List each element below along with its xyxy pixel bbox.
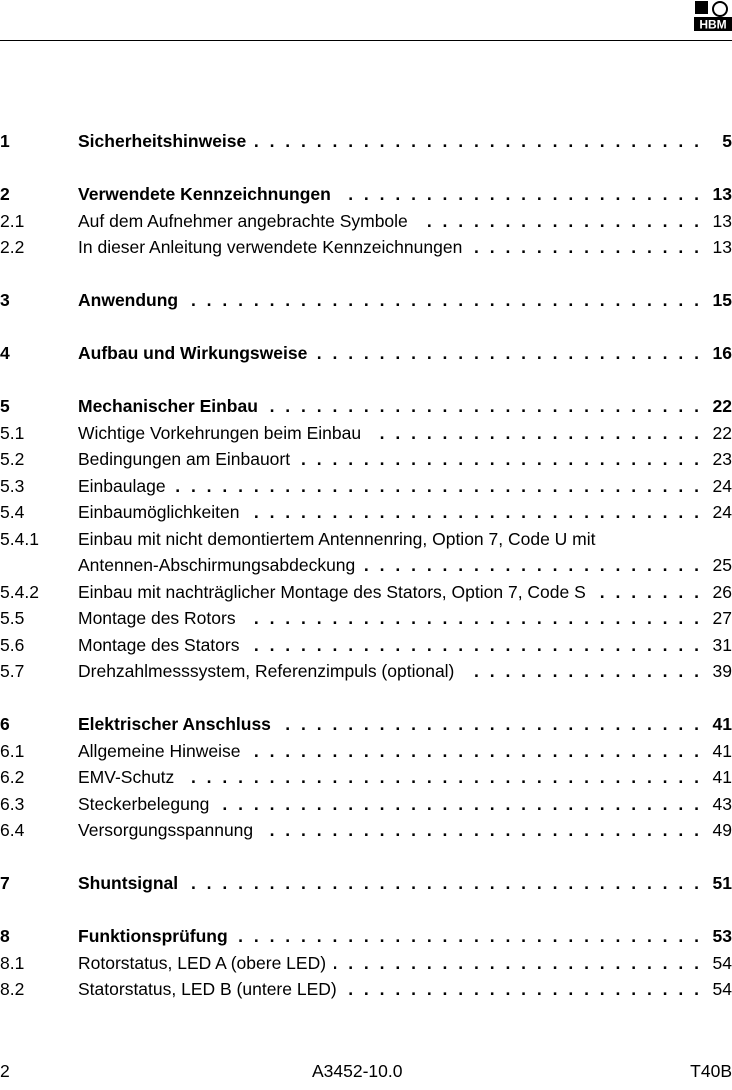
toc-entry-number: 6.2 xyxy=(0,767,25,787)
toc-section-entry[interactable] xyxy=(0,582,732,609)
toc-entry-page: 23 xyxy=(712,449,732,469)
toc-entry-page: 27 xyxy=(712,608,732,628)
toc-entry-title: Einbau mit nachträglicher Montage des Stators, Option 7, Code S xyxy=(78,581,586,602)
toc-chapter-entry[interactable] xyxy=(0,396,732,423)
toc-dot-leader xyxy=(236,926,702,947)
toc-section-entry[interactable] xyxy=(0,608,732,635)
toc-dot-leader xyxy=(254,131,702,152)
toc-dot-leader xyxy=(247,635,702,656)
toc-entry-title: Wichtige Vorkehrungen beim Einbau xyxy=(78,422,362,443)
toc-entry-number: 5.4.2 xyxy=(0,581,39,602)
hbm-logo xyxy=(694,0,732,32)
toc-section-entry[interactable] xyxy=(0,237,732,264)
footer-page-number: 2 xyxy=(0,1061,10,1081)
toc-chapter-entry[interactable] xyxy=(0,343,732,370)
toc-dot-leader xyxy=(470,237,702,258)
toc-entry-number: 5.4.1 xyxy=(0,528,39,549)
toc-entry-title: Antennen-Abschirmungsabdeckung xyxy=(78,555,356,575)
toc-entry-number: 2.2 xyxy=(0,237,25,257)
toc-entry-title: In dieser Anleitung verwendete Kennzeichnungen xyxy=(78,237,463,257)
toc-entry-page: 54 xyxy=(712,952,732,973)
toc-entry-number: 4 xyxy=(0,343,10,363)
toc-entry-page: 39 xyxy=(712,661,732,681)
toc-entry-number: 5.3 xyxy=(0,475,25,496)
toc-entry-page: 24 xyxy=(712,502,732,522)
toc-entry-number: 6 xyxy=(0,714,10,734)
toc-entry-page: 13 xyxy=(712,237,732,257)
toc-entry-page: 53 xyxy=(712,926,732,946)
toc-dot-leader xyxy=(339,184,702,205)
toc-section-entry[interactable] xyxy=(0,555,732,582)
table-of-contents xyxy=(0,131,732,1006)
toc-entry-number: 2.1 xyxy=(0,210,25,231)
toc-dot-leader xyxy=(298,449,702,470)
toc-entry-page: 15 xyxy=(712,290,732,310)
toc-entry-page: 25 xyxy=(712,555,732,575)
toc-entry-title: Statorstatus, LED B (untere LED) xyxy=(78,979,337,999)
toc-section-entry[interactable] xyxy=(0,953,732,980)
toc-entry-number: 5 xyxy=(0,396,10,416)
toc-entry-page: 31 xyxy=(712,634,732,655)
toc-entry-page: 54 xyxy=(712,979,732,999)
toc-chapter-entry[interactable] xyxy=(0,184,732,211)
toc-entry-title: Sicherheitshinweise xyxy=(78,131,247,151)
toc-dot-leader xyxy=(416,211,702,232)
toc-section-entry[interactable] xyxy=(0,423,732,450)
toc-entry-page: 43 xyxy=(712,793,732,814)
toc-entry-number: 5.4 xyxy=(0,502,25,522)
toc-entry-title: Elektrischer Anschluss xyxy=(78,714,271,734)
toc-entry-title: Mechanischer Einbau xyxy=(78,396,258,416)
hbm-logo-text: HBM xyxy=(699,17,727,32)
toc-entry-page: 24 xyxy=(712,475,732,496)
toc-entry-number: 3 xyxy=(0,290,10,310)
toc-entry-title: Steckerbelegung xyxy=(78,793,210,814)
toc-section-entry[interactable] xyxy=(0,661,732,688)
toc-entry-number: 2 xyxy=(0,184,10,204)
toc-entry-number: 1 xyxy=(0,131,10,151)
toc-dot-leader xyxy=(186,873,702,894)
toc-entry-page: 51 xyxy=(712,873,732,893)
toc-entry-title: Einbaulage xyxy=(78,475,166,496)
toc-entry-number: 8.2 xyxy=(0,979,25,999)
toc-entry-title: Shuntsignal xyxy=(78,873,179,893)
toc-section-entry[interactable] xyxy=(0,820,732,847)
toc-dot-leader xyxy=(363,555,702,576)
header-rule xyxy=(0,40,732,41)
toc-entry-title: Anwendung xyxy=(78,290,179,310)
toc-entry-title: Allgemeine Hinweise xyxy=(78,740,241,761)
toc-section-entry[interactable] xyxy=(0,741,732,768)
toc-entry-number: 6.1 xyxy=(0,740,25,761)
toc-chapter-entry[interactable] xyxy=(0,290,732,317)
toc-entry-page: 22 xyxy=(712,396,732,416)
toc-entry-number: 7 xyxy=(0,873,10,893)
toc-entry-number: 5.5 xyxy=(0,608,25,628)
toc-dot-leader xyxy=(594,582,702,603)
footer-document-id: A3452-10.0 xyxy=(312,1061,403,1081)
toc-section-entry[interactable] xyxy=(0,979,732,1006)
toc-section-entry[interactable] xyxy=(0,476,732,503)
toc-entry-page: 5 xyxy=(722,131,732,151)
toc-entry-title: Versorgungsspannung xyxy=(78,820,254,840)
toc-section-entry[interactable] xyxy=(0,529,732,556)
toc-section-entry[interactable] xyxy=(0,449,732,476)
footer-product: T40B xyxy=(690,1061,732,1081)
toc-section-entry[interactable] xyxy=(0,635,732,662)
toc-entry-page: 26 xyxy=(712,581,732,602)
toc-entry-title: EMV-Schutz xyxy=(78,767,175,787)
toc-entry-title: Einbaumöglichkeiten xyxy=(78,502,240,522)
toc-entry-page: 49 xyxy=(712,820,732,840)
toc-entry-title: Aufbau und Wirkungsweise xyxy=(78,343,308,363)
toc-entry-page: 41 xyxy=(712,740,732,761)
toc-entry-title: Verwendete Kennzeichnungen xyxy=(78,184,331,204)
toc-entry-page: 22 xyxy=(712,422,732,443)
toc-dot-leader xyxy=(186,290,702,311)
toc-section-entry[interactable] xyxy=(0,794,732,821)
toc-entry-title: Auf dem Aufnehmer angebrachte Symbole xyxy=(78,210,408,231)
toc-dot-leader xyxy=(182,767,702,788)
toc-dot-leader xyxy=(266,396,702,417)
toc-dot-leader xyxy=(261,820,702,841)
toc-chapter-entry[interactable] xyxy=(0,131,732,158)
toc-entry-title: Funktionsprüfung xyxy=(78,926,228,946)
toc-entry-page: 41 xyxy=(712,714,732,734)
toc-entry-page: 16 xyxy=(712,343,732,363)
toc-entry-number: 6.4 xyxy=(0,820,25,840)
toc-dot-leader xyxy=(334,953,702,974)
toc-dot-leader xyxy=(462,661,702,682)
toc-entry-page: 13 xyxy=(712,210,732,231)
toc-entry-title: Einbau mit nicht demontiertem Antennenring, Option 7, Code U mit xyxy=(78,528,596,549)
toc-dot-leader xyxy=(248,741,702,762)
toc-entry-title: Montage des Stators xyxy=(78,634,240,655)
toc-entry-title: Drehzahlmesssystem, Referenzimpuls (optional) xyxy=(78,661,455,681)
toc-entry-number: 5.1 xyxy=(0,422,25,443)
toc-dot-leader xyxy=(248,502,703,523)
toc-dot-leader xyxy=(217,794,702,815)
toc-entry-number: 5.7 xyxy=(0,661,25,681)
toc-section-entry[interactable] xyxy=(0,211,732,238)
toc-chapter-entry[interactable] xyxy=(0,926,732,953)
toc-entry-number: 5.2 xyxy=(0,449,25,469)
toc-chapter-entry[interactable] xyxy=(0,873,732,900)
toc-entry-number: 8.1 xyxy=(0,952,25,973)
toc-entry-number: 6.3 xyxy=(0,793,25,814)
toc-dot-leader xyxy=(369,423,702,444)
toc-entry-title: Rotorstatus, LED A (obere LED) xyxy=(78,952,327,973)
toc-entry-number: 5.6 xyxy=(0,634,25,655)
toc-dot-leader xyxy=(244,608,702,629)
toc-entry-title: Montage des Rotors xyxy=(78,608,236,628)
toc-dot-leader xyxy=(315,343,702,364)
toc-chapter-entry[interactable] xyxy=(0,714,732,741)
toc-entry-title: Bedingungen am Einbauort xyxy=(78,449,291,469)
toc-entry-number: 8 xyxy=(0,926,10,946)
toc-entry-page: 41 xyxy=(712,767,732,787)
toc-section-entry[interactable] xyxy=(0,767,732,794)
toc-section-entry[interactable] xyxy=(0,502,732,529)
toc-dot-leader xyxy=(345,979,702,1000)
toc-dot-leader xyxy=(279,714,702,735)
page-footer xyxy=(0,1061,732,1083)
toc-dot-leader xyxy=(174,476,702,497)
toc-entry-page: 13 xyxy=(712,184,732,204)
